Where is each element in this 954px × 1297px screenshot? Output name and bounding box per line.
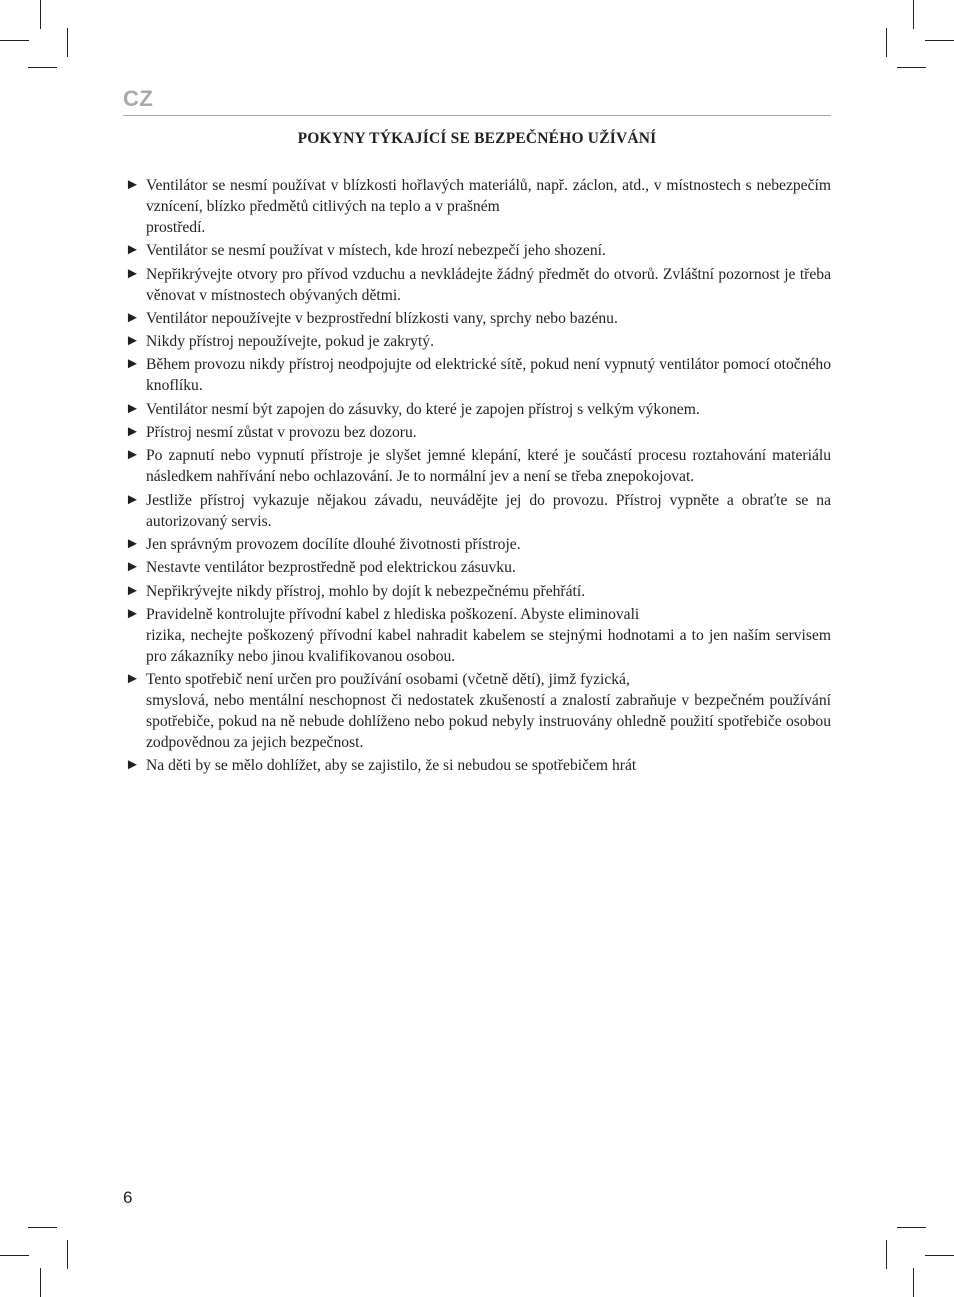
crop-mark	[925, 40, 954, 41]
list-item	[125, 490, 831, 532]
list-item	[125, 604, 831, 667]
list-item-text: Přístroj nesmí zůstat v provozu bez dozoru.	[146, 424, 417, 442]
crop-mark	[913, 1268, 914, 1297]
crop-mark	[886, 28, 887, 57]
crop-mark	[40, 1268, 41, 1297]
list-item	[125, 557, 831, 578]
crop-mark	[28, 1227, 57, 1228]
crop-mark	[886, 1240, 887, 1269]
list-item	[125, 399, 831, 420]
list-item-text: Jen správným provozem docílíte dlouhé životnosti přístroje.	[146, 535, 521, 553]
list-item-text: Ventilátor se nesmí používat v místech, kde hrozí nebezpečí jeho shození.	[146, 242, 606, 260]
crop-mark	[28, 67, 57, 68]
crop-mark	[40, 0, 41, 29]
section-title: POKYNY TÝKAJÍCÍ SE BEZPEČNÉHO UŽÍVÁNÍ	[297, 130, 657, 147]
list-item	[125, 422, 831, 443]
crop-mark	[67, 1240, 68, 1269]
list-item	[125, 331, 831, 352]
list-item-text: Během provozu nikdy přístroj neodpojujte od elektrické sítě, pokud není vypnutý ventilátor pomocí otočného knoflíku.	[146, 356, 831, 395]
arrow-bullet-icon: ►	[125, 447, 140, 464]
list-item-text: Pravidelně kontrolujte přívodní kabel z hlediska poškození. Abyste eliminovali	[146, 605, 640, 623]
arrow-bullet-icon: ►	[125, 491, 140, 508]
list-item-text: Tento spotřebič není určen pro používání osobami (včetně dětí), jimž fyzická,	[146, 671, 630, 689]
list-item	[125, 581, 831, 602]
language-header: CZ	[123, 86, 154, 111]
arrow-bullet-icon: ►	[125, 333, 140, 350]
list-item-text: Ventilátor nepoužívejte v bezprostřední blízkosti vany, sprchy nebo bazénu.	[146, 309, 618, 327]
arrow-bullet-icon: ►	[125, 582, 140, 599]
arrow-bullet-icon: ►	[125, 559, 140, 576]
list-item	[125, 755, 831, 776]
page-number: 6	[123, 1188, 133, 1207]
list-item-text: Ventilátor nesmí být zapojen do zásuvky, do které je zapojen přístroj s velkým výkonem.	[146, 400, 700, 418]
crop-mark	[913, 0, 914, 29]
crop-mark	[925, 1255, 954, 1256]
list-item	[125, 175, 831, 238]
arrow-bullet-icon: ►	[125, 309, 140, 326]
list-item-text: prostředí.	[146, 219, 206, 236]
header-divider	[123, 115, 831, 116]
arrow-bullet-icon: ►	[125, 671, 140, 688]
crop-mark	[897, 1227, 926, 1228]
list-item-text: Na děti by se mělo dohlížet, aby se zajistilo, že si nebudou se spotřebičem hrát	[146, 757, 637, 775]
arrow-bullet-icon: ►	[125, 400, 140, 417]
arrow-bullet-icon: ►	[125, 265, 140, 282]
crop-mark	[67, 28, 68, 57]
list-item-text: Ventilátor se nesmí používat v blízkosti hořlavých materiálů, např. záclon, atd., v místnostech s nebezpečím vznícení, blízko předmětů citlivých na teplo a v prašném	[146, 177, 831, 215]
arrow-bullet-icon: ►	[125, 757, 140, 774]
list-item-text: Nepřikrývejte nikdy přístroj, mohlo by dojít k nebezpečnému přehřátí.	[146, 582, 586, 600]
list-item	[125, 669, 831, 753]
list-item	[125, 354, 831, 396]
arrow-bullet-icon: ►	[125, 605, 140, 622]
list-item	[125, 240, 831, 261]
list-item-text: smyslová, nebo mentální neschopnost či nedostatek zkušeností a znalostí zabraňuje v bezpečném používání spotřebiče, pokud na ně nebude dohlíženo nebo pokud nebyly instruovány ohledně použití spotřebiče osobou zodpovědnou za jejich bezpečnost.	[146, 692, 831, 752]
list-item-text: Po zapnutí nebo vypnutí přístroje je slyšet jemné klepání, které je součástí procesu roztahování materiálu následkem nahřívání nebo ochlazování. Je to normální jev a není se třeba znepokojovat.	[146, 447, 831, 486]
arrow-bullet-icon: ►	[125, 535, 140, 552]
list-item-text: Nestavte ventilátor bezprostředně pod elektrickou zásuvku.	[146, 559, 516, 577]
list-item	[125, 308, 831, 329]
list-item	[125, 445, 831, 487]
safety-instructions-list	[125, 175, 831, 779]
crop-mark	[0, 40, 29, 41]
list-item-text: Nepřikrývejte otvory pro přívod vzduchu a nevkládejte žádný předmět do otvorů. Zvláštní pozornost je třeba věnovat v místnostech obývaných dětmi.	[146, 265, 831, 304]
arrow-bullet-icon: ►	[125, 356, 140, 373]
arrow-bullet-icon: ►	[125, 242, 140, 259]
list-item-text: Nikdy přístroj nepoužívejte, pokud je zakrytý.	[146, 333, 434, 351]
arrow-bullet-icon: ►	[125, 177, 140, 193]
crop-mark	[0, 1255, 29, 1256]
arrow-bullet-icon: ►	[125, 424, 140, 441]
list-item	[125, 534, 831, 555]
crop-mark	[897, 67, 926, 68]
list-item	[125, 264, 831, 306]
list-item-text: Jestliže přístroj vykazuje nějakou závadu, neuvádějte jej do provozu. Přístroj vypněte a obraťte se na autorizovaný servis.	[146, 491, 831, 530]
list-item-text: rizika, nechejte poškozený přívodní kabel nahradit kabelem se stejnými hodnotami a to jen naším servisem pro zákazníky nebo jinou kvalifikovanou osobou.	[146, 626, 831, 665]
